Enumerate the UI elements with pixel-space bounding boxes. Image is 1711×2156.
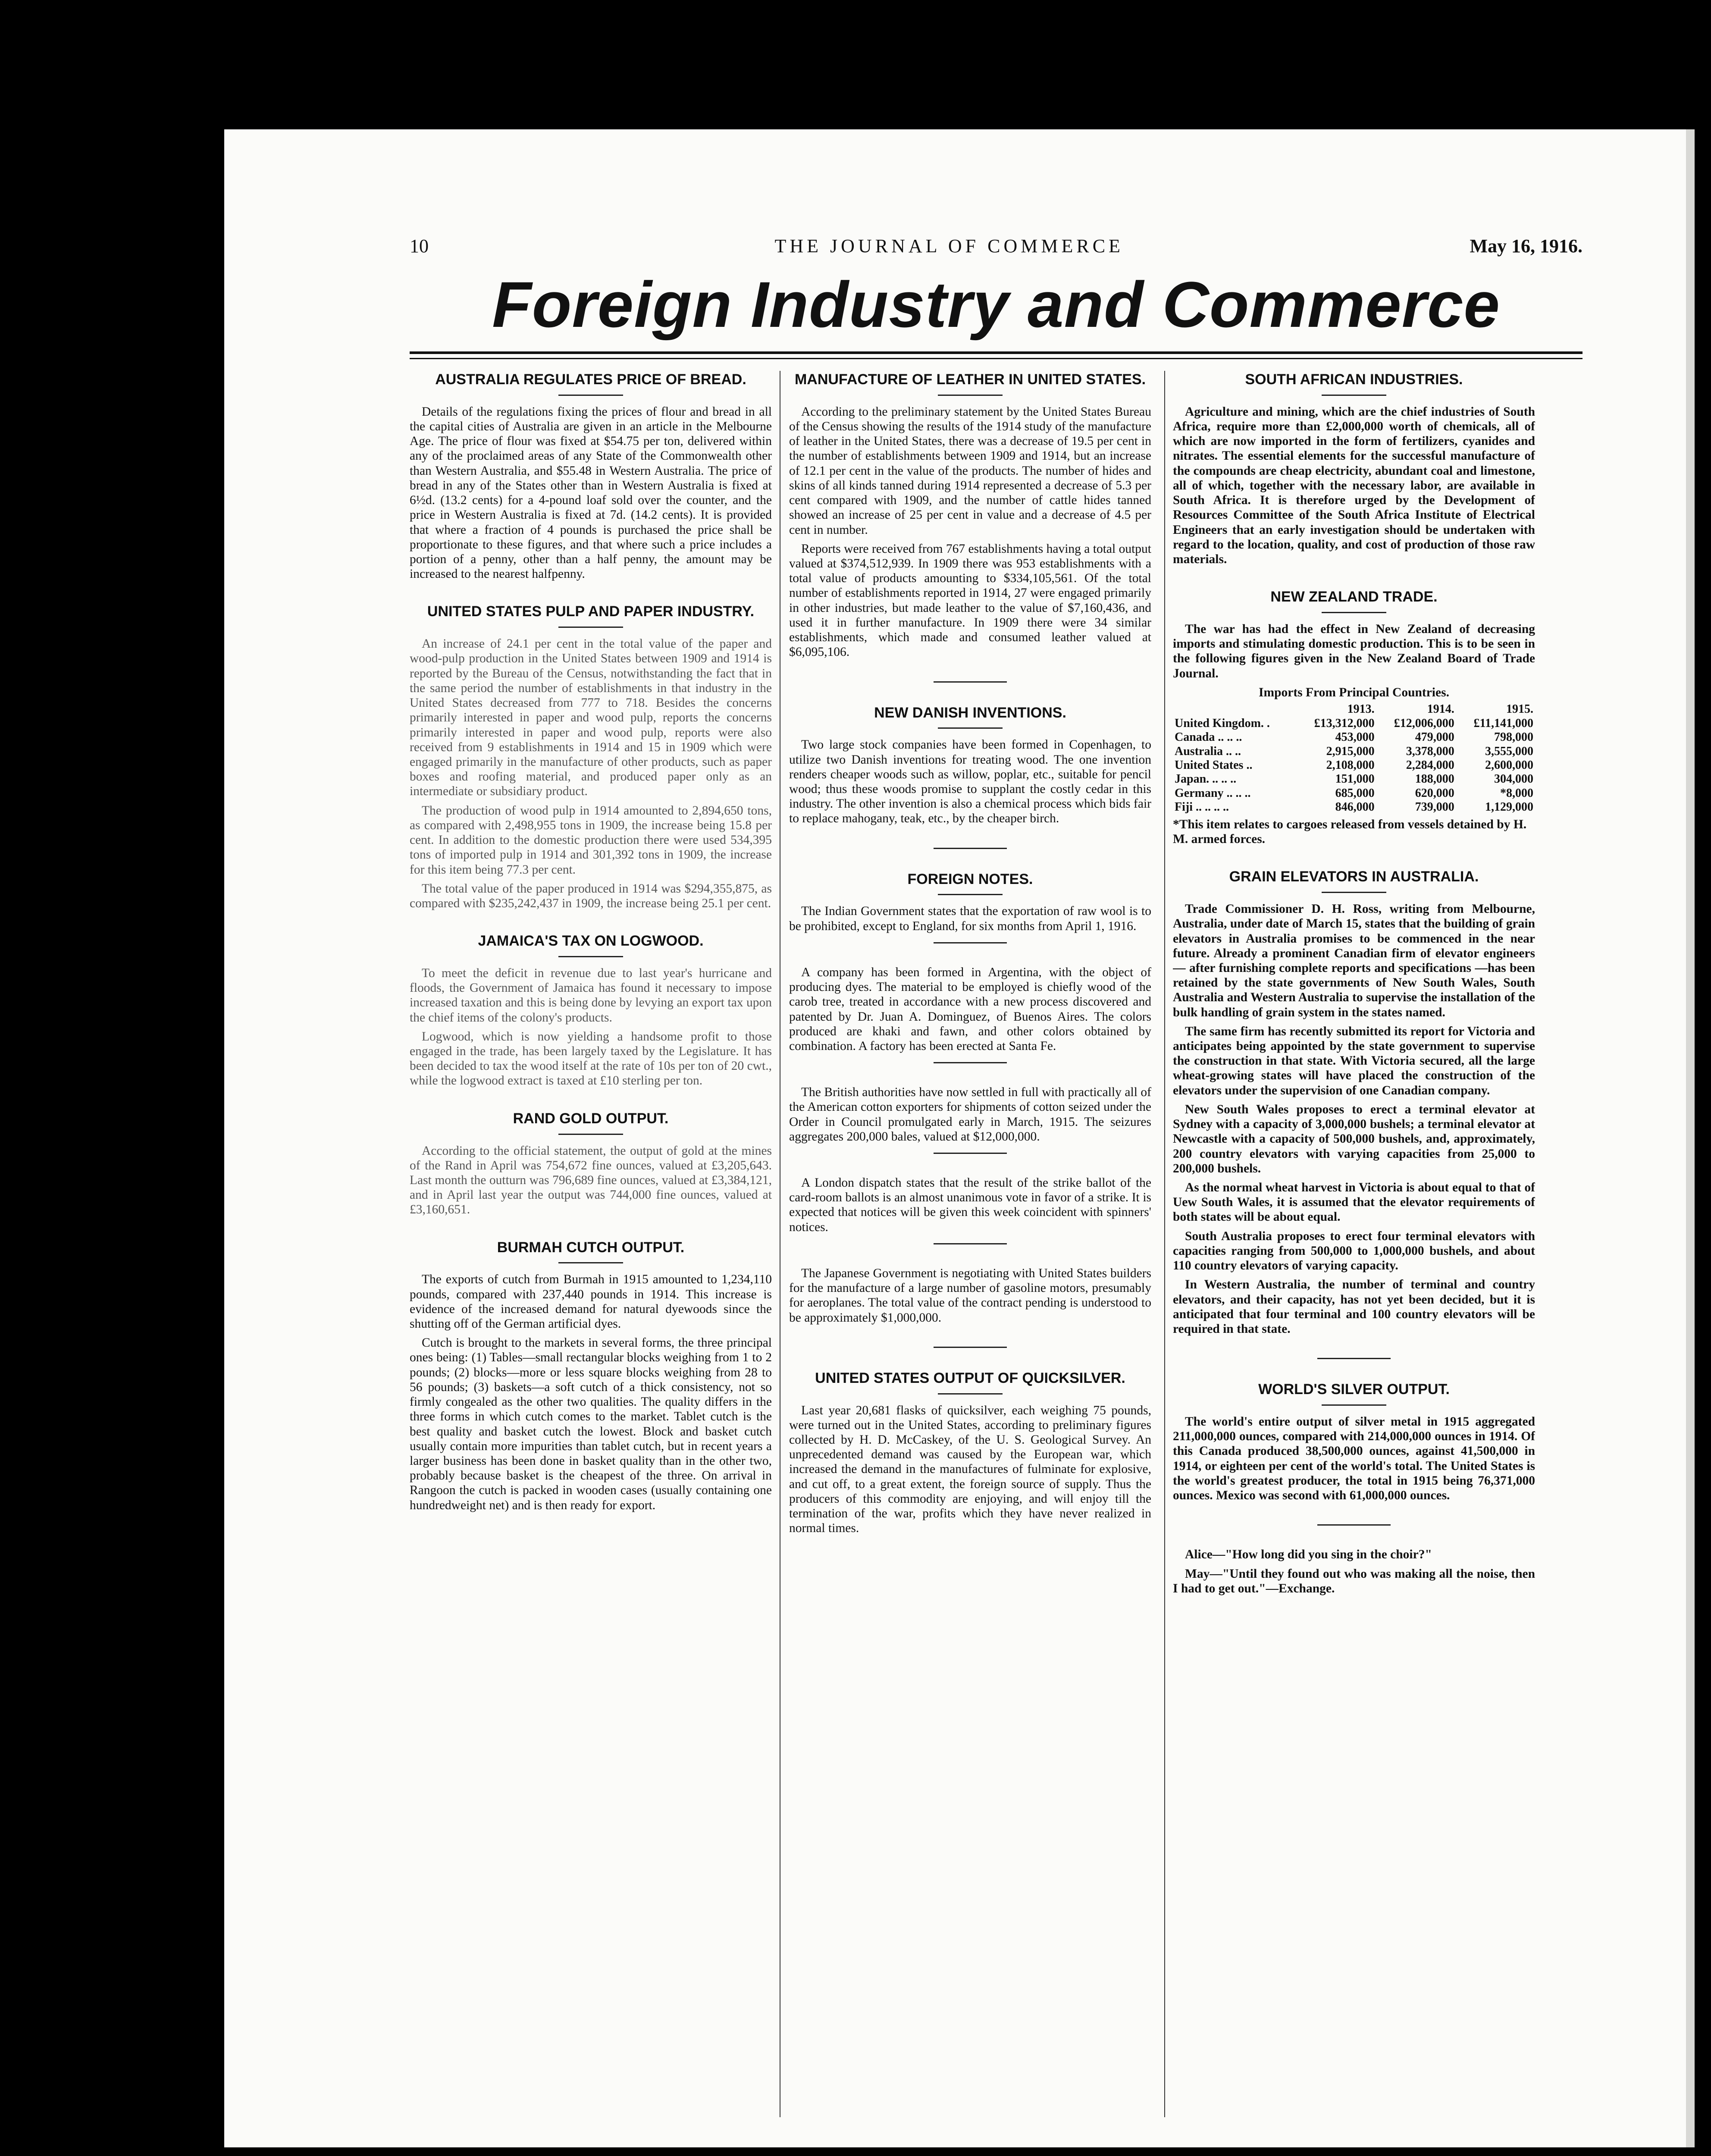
value-cell: 2,108,000	[1326, 758, 1375, 772]
table-row	[1173, 730, 1535, 744]
article-paragraph: The production of wood pulp in 1914 amounted to 2,894,650 tons, as compared with 2,498,955 tons in 1909, the increase being 15.8 per cent. In addition to the domestic production there were used 534,395 tons of imported pulp in 1914 and 301,392 tons in 1909, the increase for this item being 77.3 per cent.	[410, 803, 772, 877]
article-paragraph: South Australia proposes to erect four terminal elevators with capacities ranging from 500,000 to 1,000,000 bushels, and about 110 country elevators of varying capacity.	[1173, 1229, 1535, 1273]
article-south-africa	[1173, 371, 1535, 567]
article-paragraph: The war has had the effect in New Zealand of decreasing imports and stimulating domestic production. This is to be seen in the following figures given in the New Zealand Board of Trade Journal.	[1173, 622, 1535, 680]
table-row	[1173, 772, 1535, 786]
page-layout	[410, 233, 1583, 2134]
table-row	[1173, 800, 1535, 814]
value-cell: 2,284,000	[1406, 758, 1454, 772]
value-cell: *8,000	[1500, 786, 1533, 800]
value-cell: 620,000	[1415, 786, 1454, 800]
table-footnote: *This item relates to cargoes released from vessels detained by H. M. armed forces.	[1173, 817, 1527, 846]
note-item: The British authorities have now settled in full with practically all of the American cotton exporters for shipments of cotton seized under the Order in Council promulgated early in March, 1915. The seizures aggregates 200,000 bales, valued at $12,000,000.	[789, 1085, 1151, 1144]
article-danish-inventions	[789, 704, 1151, 826]
article-rand-gold	[410, 1110, 772, 1217]
value-cell: 846,000	[1335, 800, 1375, 814]
column-divider	[1164, 371, 1165, 2117]
heading-rule	[558, 1262, 623, 1263]
article-paragraph: In Western Australia, the number of terminal and country elevators, and their capacity, has not yet been decided, but it is anticipated that four terminal and 100 country elevators will be required in that state.	[1173, 1278, 1535, 1336]
article-paragraph: The same firm has recently submitted its report for Victoria and anticipates being appointed by the state government to supervise the construction in that state. With Victoria secured, all the large wheat-growing states will have placed the construction of the elevators under the supervision of one Canadian company.	[1173, 1024, 1535, 1097]
note-item: The Indian Government states that the exportation of raw wool is to be prohibited, except to England, for six months from April 1, 1916.	[789, 904, 1151, 933]
article-foreign-notes	[789, 871, 1151, 1325]
heading-rule	[1322, 612, 1386, 613]
article-heading: NEW DANISH INVENTIONS.	[874, 704, 1066, 721]
value-cell: 2,600,000	[1485, 758, 1533, 772]
article-joke	[1173, 1547, 1535, 1596]
article-separator	[1317, 1358, 1391, 1359]
article-heading: SOUTH AFRICAN INDUSTRIES.	[1245, 371, 1463, 388]
heading-rule	[938, 727, 1003, 729]
heading-rule	[558, 1134, 623, 1135]
table-row	[1173, 745, 1535, 758]
value-cell: 739,000	[1415, 800, 1454, 814]
value-cell: 798,000	[1494, 730, 1533, 744]
imports-table	[1173, 702, 1535, 815]
country-cell: Japan. .. .. ..	[1175, 772, 1237, 786]
value-cell: £11,141,000	[1473, 716, 1533, 730]
value-cell: £12,006,000	[1394, 716, 1454, 730]
article-heading: WORLD'S SILVER OUTPUT.	[1258, 1381, 1450, 1398]
article-paragraph: Reports were received from 767 establishments having a total output valued at $374,512,939. In 1909 there was 953 establishments with a total value of products amounting to $334,105,561. Of the total number of establishments reported in 1914, 27 were engaged primarily in other industries, but made leather to the value of $7,160,436, and used it in further manufacture. In 1909 there were 34 similar establishments, which made and consumed leather valued at $6,095,106.	[789, 542, 1151, 659]
section-title: Foreign Industry and Commerce	[492, 268, 1500, 341]
page-number: 10	[410, 235, 429, 257]
joke-line: May—"Until they found out who was making all the noise, then I had to get out."—Exchange.	[1173, 1567, 1535, 1595]
table-header-row	[1173, 702, 1535, 716]
country-cell: Australia .. ..	[1175, 744, 1241, 758]
table-row	[1173, 717, 1535, 730]
article-silver-output	[1173, 1381, 1535, 1503]
value-cell: 1,129,000	[1485, 800, 1533, 814]
heading-rule	[938, 395, 1003, 396]
table-title: Imports From Principal Countries.	[1259, 685, 1449, 699]
article-paragraph: According to the preliminary statement by the United States Bureau of the Census showing the results of the 1914 study of the manufacture of leather in the United States, there was a decrease of 19.5 per cent in the number of establishments between 1909 and 1914, but an increase of 12.1 per cent in the value of the products. The number of hides and skins of all kinds tanned during 1914 represented a decrease of 5.3 per cent compared with 1909, and the number of cattle hides tanned showed an increase of 25 per cent in value and a decrease of 4.5 per cent in number.	[789, 404, 1151, 537]
value-cell: 3,378,000	[1406, 744, 1454, 758]
article-burmah-cutch	[410, 1239, 772, 1513]
article-paragraph: Last year 20,681 flasks of quicksilver, each weighing 75 pounds, were turned out in the United States, according to preliminary figures collected by H. D. McCaskey, of the U. S. Geological Survey. An unprecedented demand was caused by the European war, which increased the demand in the manufactures of fulminate for explosive, and cut off, to a great extent, the foreign source of supply. Thus the producers of this commodity are enjoying, and will enjoy till the termination of the war, profits which they have never realized in normal times.	[789, 1403, 1151, 1536]
article-separator	[934, 848, 1007, 849]
joke-line: Alice—"How long did you sing in the choir?"	[1185, 1548, 1432, 1562]
column-left	[410, 371, 772, 2130]
table-header-year: 1913.	[1347, 702, 1375, 716]
article-heading: NEW ZEALAND TRADE.	[1270, 589, 1438, 605]
article-paragraph: Two large stock companies have been formed in Copenhagen, to utilize two Danish inventions for treating wood. The one invention renders cheaper woods such as willow, poplar, etc., suitable for pencil wood; thus these woods promise to supplant the costly cedar in this industry. The other invention is also a chemical process which bids fair to replace mahogany, teak, etc., by the cheaper birch.	[789, 738, 1151, 826]
heading-rule	[558, 956, 623, 957]
article-paragraph: An increase of 24.1 per cent in the total value of the paper and wood-pulp production in the United States between 1909 and 1914 is reported by the Bureau of the Census, notwithstanding the fact that in the same period the number of establishments in that industry in the United States decreased from 777 to 718. Besides the concerns primarily interested in paper and wood pulp, reports the concerns primarily interested in paper and wood pulp, reports were also received from 9 establishments in 1914 and 15 in 1909 which were engaged primarily in the manufacture of other products, such as paper boxes and roofing material, and produced paper only as an intermediate or subsidiary product.	[410, 637, 772, 799]
heading-rule	[938, 1393, 1003, 1395]
article-paragraph: Details of the regulations fixing the prices of flour and bread in all the capital cities of Australia are given in an article in the Melbourne Age. The price of flour was fixed at $54.75 per ton, delivered within any of the proclaimed areas of any State of the Commonwealth other than Western Australia, and $55.48 in Western Australia. The price of bread in any of the States other than in Western Australia is fixed at 6½d. (13.2 cents) for a 4-pound loaf sold over the counter, and the price in Western Australia is fixed at 7d. (14.2 cents). It is provided that where a fraction of 4 pounds is purchased the price shall be proportionate to these figures, and that where such a price includes a portion of a penny, other than a half penny, the amount may be increased to the nearest halfpenny.	[410, 404, 772, 581]
country-cell: Fiji .. .. .. ..	[1175, 800, 1229, 814]
value-cell: 304,000	[1494, 772, 1533, 786]
country-cell: Canada .. .. ..	[1175, 730, 1242, 744]
article-heading: RAND GOLD OUTPUT.	[513, 1110, 669, 1127]
country-cell: United Kingdom. .	[1175, 716, 1270, 730]
column-middle	[789, 371, 1151, 2130]
article-heading: MANUFACTURE OF LEATHER IN UNITED STATES.	[794, 371, 1146, 388]
article-heading: UNITED STATES PULP AND PAPER INDUSTRY.	[427, 603, 755, 620]
article-heading: GRAIN ELEVATORS IN AUSTRALIA.	[1229, 868, 1479, 885]
value-cell: 3,555,000	[1485, 744, 1533, 758]
article-pulp-paper	[410, 603, 772, 911]
article-new-zealand	[1173, 588, 1535, 846]
page-content-frame	[224, 129, 1686, 2147]
article-australia-bread	[410, 371, 772, 581]
note-item: A London dispatch states that the result of the strike ballot of the card-room ballots is an almost unanimous vote in favor of a strike. It is expected that notices will be given this week coincident with spinners' notices.	[789, 1176, 1151, 1234]
article-paragraph: According to the official statement, the output of gold at the mines of the Rand in April was 754,672 fine ounces, valued at £3,205,643. Last month the outturn was 796,689 fine ounces, valued at £3,384,121, and in April last year the output was 744,000 fine ounces, valued at £3,160,651.	[410, 1144, 772, 1217]
table-row	[1173, 758, 1535, 772]
article-quicksilver	[789, 1369, 1151, 1536]
column-right	[1173, 371, 1535, 2130]
value-cell: 479,000	[1415, 730, 1454, 744]
note-item: A company has been formed in Argentina, with the object of producing dyes. The material to be employed is chiefly wood of the carob tree, treated in accordance with a new process discovered and patented by Dr. Juan A. Dominguez, of Buenos Aires. The colors produced are khaki and fawn, and other colors obtained by combination. A factory has been erected at Santa Fe.	[789, 965, 1151, 1053]
value-cell: 453,000	[1335, 730, 1375, 744]
issue-date: May 16, 1916.	[1470, 235, 1583, 257]
article-paragraph: Trade Commissioner D. H. Ross, writing from Melbourne, Australia, under date of March 15, states that the building of grain elevators in Australia promises to be commenced in the near future. Already a prominent Canadian firm of elevator engineers — after furnishing complete reports and specifications —has been retained by the state governments of New South Wales, South Australia and Western Australia to supervise the installation of the bulk handling of grain system in the states named.	[1173, 902, 1535, 1019]
article-paragraph: Cutch is brought to the markets in several forms, the three principal ones being: (1) Tables—small rectangular blocks weighing from 1 to 2 pounds; (2) blocks—more or less square blocks weighing from 28 to 56 pounds; (3) baskets—a soft cutch of a thick consistency, not so firmly congealed as the other two qualities. The quality differs in the three forms in which cutch comes to the market. Tablet cutch is the best quality and basket cutch the lowest. Block and basket cutch usually contain more impurities than tablet cutch, but in recent years a larger business has been done in basket quality than in the other two, probably because basket is the cheapest of the three. On arrival in Rangoon the cutch is packed in wooden cases (usually containing one hundredweight net) and is then ready for export.	[410, 1336, 772, 1512]
article-grain-elevators	[1173, 868, 1535, 1336]
note-separator	[934, 1153, 1007, 1154]
heading-rule	[1322, 1404, 1386, 1406]
heading-rule	[938, 894, 1003, 895]
article-heading: BURMAH CUTCH OUTPUT.	[497, 1239, 685, 1256]
journal-name: THE JOURNAL OF COMMERCE	[774, 235, 1124, 257]
country-cell: United States ..	[1175, 758, 1253, 772]
heading-rule	[558, 395, 623, 396]
value-cell: £13,312,000	[1314, 716, 1375, 730]
paper-edge	[1686, 129, 1695, 2147]
article-paragraph: New South Wales proposes to erect a terminal elevator at Sydney with a capacity of 3,000,000 bushels; a terminal elevator at Newcastle with a capacity of 500,000 bushels, and, approximately, 200 country elevators with varying capacities from 25,000 to 200,000 bushels.	[1173, 1102, 1535, 1175]
country-cell: Germany .. .. ..	[1175, 786, 1251, 800]
article-paragraph: To meet the deficit in revenue due to last year's hurricane and floods, the Government of Jamaica has found it necessary to impose increased taxation and this is being done by levying an export tax upon the chief items of the colony's products.	[410, 966, 772, 1025]
article-paragraph: The world's entire output of silver metal in 1915 aggregated 211,000,000 ounces, compared with 214,000,000 ounces in 1914. Of this Canada produced 38,500,000 ounces, against 41,500,000 in 1914, or eighteen per cent of the world's total. The United States is the world's greatest producer, the total in 1915 being 76,371,000 ounces. Mexico was second with 61,000,000 ounces.	[1173, 1415, 1535, 1503]
article-heading: FOREIGN NOTES.	[907, 871, 1033, 887]
article-paragraph: The total value of the paper produced in 1914 was $294,355,875, as compared with $235,242,437 in 1909, the increase being 25.1 per cent.	[410, 881, 772, 910]
article-paragraph: Logwood, which is now yielding a handsome profit to those engaged in the trade, has been largely taxed by the Legislature. It has been decided to tax the wood itself at the rate of 10s per ton of 20 cwt., while the logwood extract is taxed at £10 sterling per ton.	[410, 1029, 772, 1088]
heading-rule	[1322, 395, 1386, 396]
table-header-country	[1173, 702, 1296, 716]
note-separator	[934, 942, 1007, 943]
note-separator	[934, 1243, 1007, 1244]
article-separator	[1317, 1524, 1391, 1526]
article-paragraph: Agriculture and mining, which are the chief industries of South Africa, require more than £2,000,000 worth of chemicals, all of which are now imported in the form of fertilizers, cyanides and nitrates. The essential elements for the successful manufacture of the compounds are cheap electricity, abundant coal and limestone, all of which, together with the necessary labor, are available in South Africa. It is therefore urged by the Development of Resources Committee of the South Africa Institute of Electrical Engineers that an early investigation should be undertaken with regard to the location, quality, and cost of production of those raw materials.	[1173, 404, 1535, 566]
value-cell: 2,915,000	[1326, 744, 1375, 758]
table-header-year: 1914.	[1427, 702, 1454, 716]
article-separator	[934, 1347, 1007, 1348]
value-cell: 151,000	[1335, 772, 1375, 786]
article-jamaica-logwood	[410, 932, 772, 1088]
page-header	[410, 233, 1583, 259]
article-heading: AUSTRALIA REGULATES PRICE OF BREAD.	[435, 371, 746, 388]
heading-rule	[1322, 892, 1386, 893]
note-separator	[934, 1062, 1007, 1063]
table-row	[1173, 787, 1535, 800]
article-separator	[934, 681, 1007, 683]
value-cell: 685,000	[1335, 786, 1375, 800]
title-rule-thin	[410, 358, 1583, 359]
article-heading: JAMAICA'S TAX ON LOGWOOD.	[478, 933, 704, 950]
table-header-year: 1915.	[1506, 702, 1533, 716]
note-item: The Japanese Government is negotiating with United States builders for the manufacture of a large number of gasoline motors, presumably for aeroplanes. The total value of the contract pending is understood to be approximately $1,000,000.	[789, 1266, 1151, 1325]
heading-rule	[558, 627, 623, 628]
article-heading: UNITED STATES OUTPUT OF QUICKSILVER.	[815, 1369, 1125, 1386]
article-leather	[789, 371, 1151, 660]
value-cell: 188,000	[1415, 772, 1454, 786]
article-paragraph: As the normal wheat harvest in Victoria is about equal to that of Uew South Wales, it is assumed that the elevator requirements of both states will be about equal.	[1173, 1181, 1535, 1224]
article-paragraph: The exports of cutch from Burmah in 1915 amounted to 1,234,110 pounds, compared with 237,440 pounds in 1914. This increase is evidence of the increased demand for natural dyewoods since the shutting off of the German artificial dyes.	[410, 1272, 772, 1331]
title-rule	[410, 351, 1583, 354]
